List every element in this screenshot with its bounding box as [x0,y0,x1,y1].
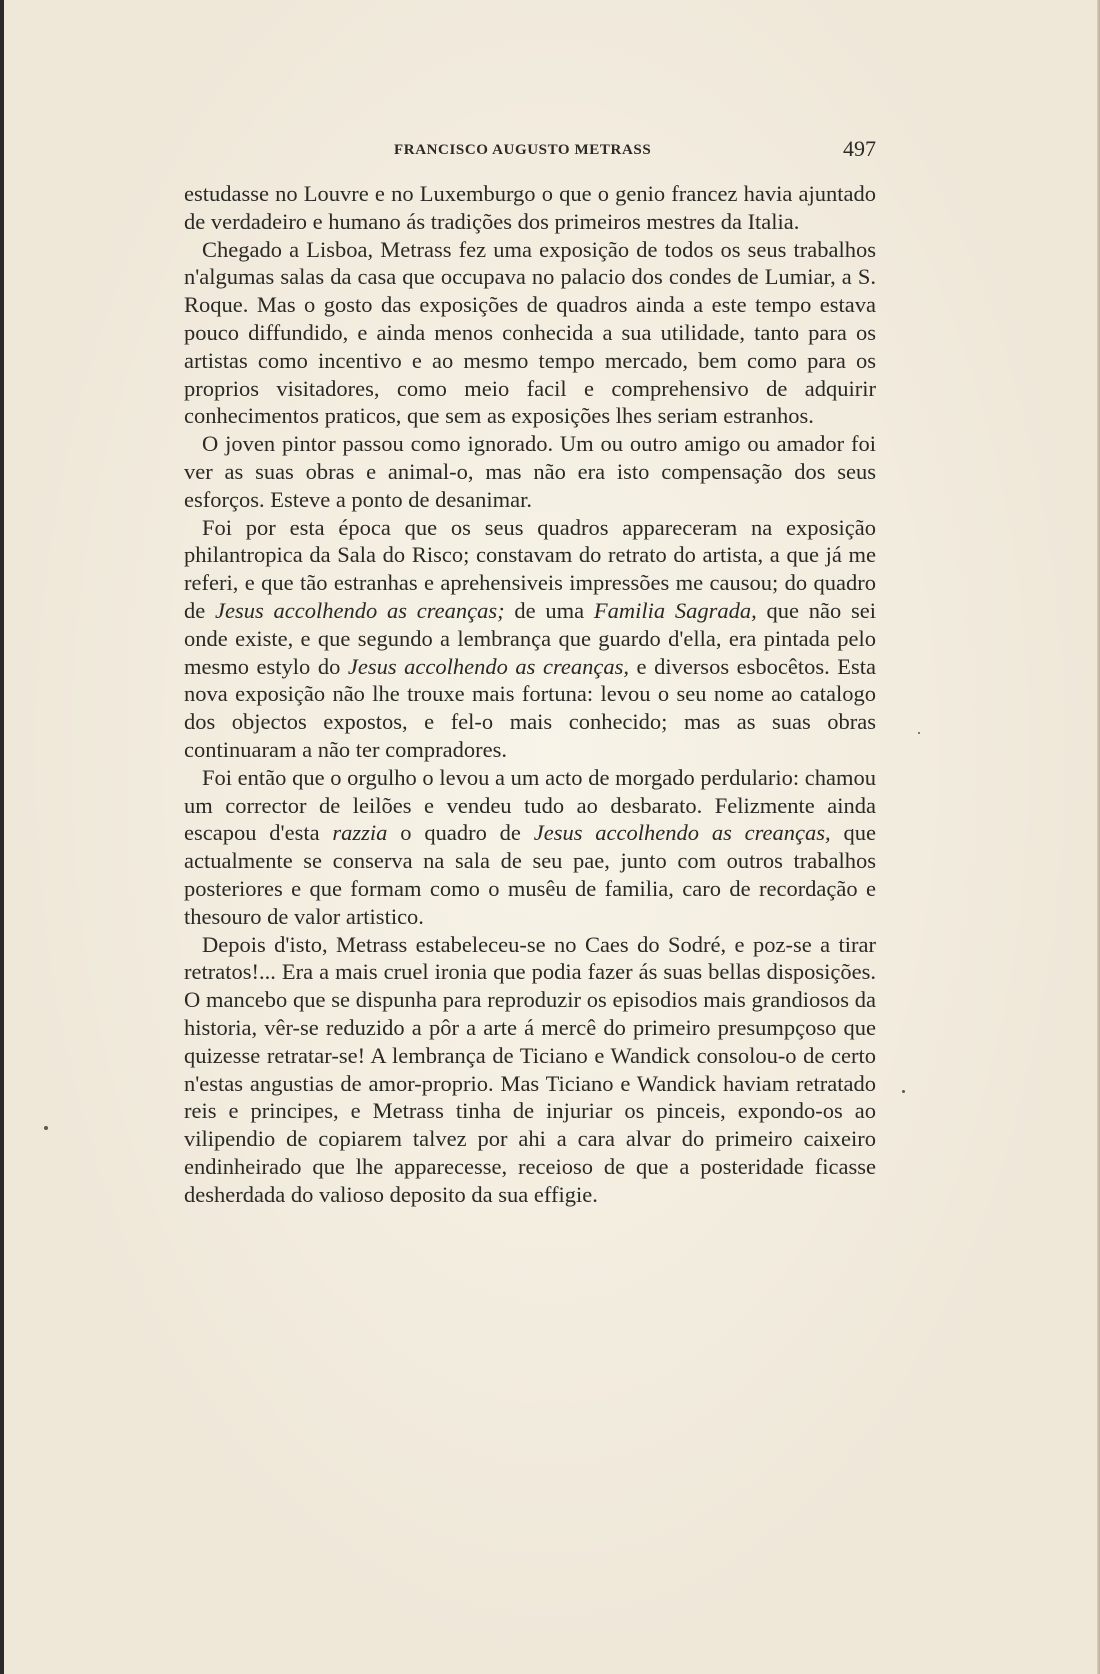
text-run: e diversos esbocêtos. Esta nova exposição não lhe trouxe mais fortuna: levou o seu nome ao catalogo dos objectos expostos, e fel-o mais conhecido; mas as suas obras continuaram a não ter compradores. [184,653,876,762]
text-run: o quadro de [387,820,534,846]
paragraph [184,514,876,764]
text-run: Chegado a Lisboa, Metrass fez uma exposição de todos os seus trabalhos n'algumas salas da casa que occupava no palacio dos condes de Lumiar, a S. Roque. Mas o gosto das exposições de quadros ainda a este tempo estava pouco diffundido, e ainda menos conhecida a sua utilidade, tanto para os artistas como incentivo e ao mesmo tempo mercado, bem como para os proprios visitadores, como meio facil e comprehensivo de adquirir conhecimentos praticos, que sem as exposições lhes seriam estranhos. [184,236,876,429]
running-header [184,136,876,164]
text-run: estudasse no Louvre e no Luxemburgo o que o genio francez havia ajuntado de verdadeiro e humano ás tradições dos primeiros mestres da Italia. [184,181,876,234]
text-run: de uma [504,597,594,623]
paper-speck [918,732,920,734]
italic-title: Jesus accolhendo as creanças, [533,820,831,846]
text-run: Foi por esta época que os seus quadros appareceram na exposição philantropica da Sala do Risco; constavam do retrato do artista, a que já me referi, e que tão estranhas e aprehensiveis impressões me causou; do quadro de [184,514,876,623]
paragraph [184,180,876,236]
italic-title: Familia Sagrada, [593,597,757,623]
paper-speck [902,1090,905,1093]
page-binding-edge [0,0,4,1674]
paragraph [184,931,876,1209]
text-run: Depois d'isto, Metrass estabeleceu-se no Caes do Sodré, e poz-se a tirar retratos!... Era a mais cruel ironia que podia fazer ás suas bellas disposições. O mancebo que se dispunha para reproduzir os episodios mais grandiosos da historia, vêr-se reduzido a pôr a arte á mercê do primeiro presumpçoso que quizesse retratar-se! A lembrança de Ticiano e Wandick consolou-o de certo n'estas angustias de amor-proprio. Mas Ticiano e Wandick haviam retratado reis e principes, e Metrass tinha de injuriar os pinceis, expondo-os ao vilipendio de copiarem talvez por ahi a cara alvar do primeiro caixeiro endinheirado que lhe apparecesse, receioso de que a posteridade ficasse desherdada do valioso deposito da sua effigie. [184,931,876,1207]
italic-word: razzia [332,820,388,846]
paragraph [184,764,876,931]
text-run: O joven pintor passou como ignorado. Um ou outro amigo ou amador foi ver as suas obras e animal-o, mas não era isto compensação dos seus esforços. Esteve a ponto de desanimar. [184,431,876,512]
paper-speck [44,1126,48,1130]
text-run: que não sei onde existe, e que segundo a lembrança que guardo d'ella, era pintada pelo mesmo estylo do [184,597,876,679]
text-run: que actualmente se conserva na sala de seu pae, junto com outros trabalhos posteriores e que formam como o musêu de familia, caro de recordação e thesouro de valor artistico. [184,820,876,929]
page-number: 497 [843,136,876,161]
body-text [184,180,876,1208]
italic-title: Jesus accolhendo as creanças, [347,653,629,679]
paragraph [184,236,876,431]
paragraph [184,430,876,513]
running-title: FRANCISCO AUGUSTO METRASS [394,142,652,158]
text-run: Foi então que o orgulho o levou a um acto de morgado perdulario: chamou um corrector de leilões e vendeu tudo ao desbarato. Felizmente ainda escapou d'esta [184,764,876,846]
italic-title: Jesus accolhendo as creanças; [215,597,505,623]
